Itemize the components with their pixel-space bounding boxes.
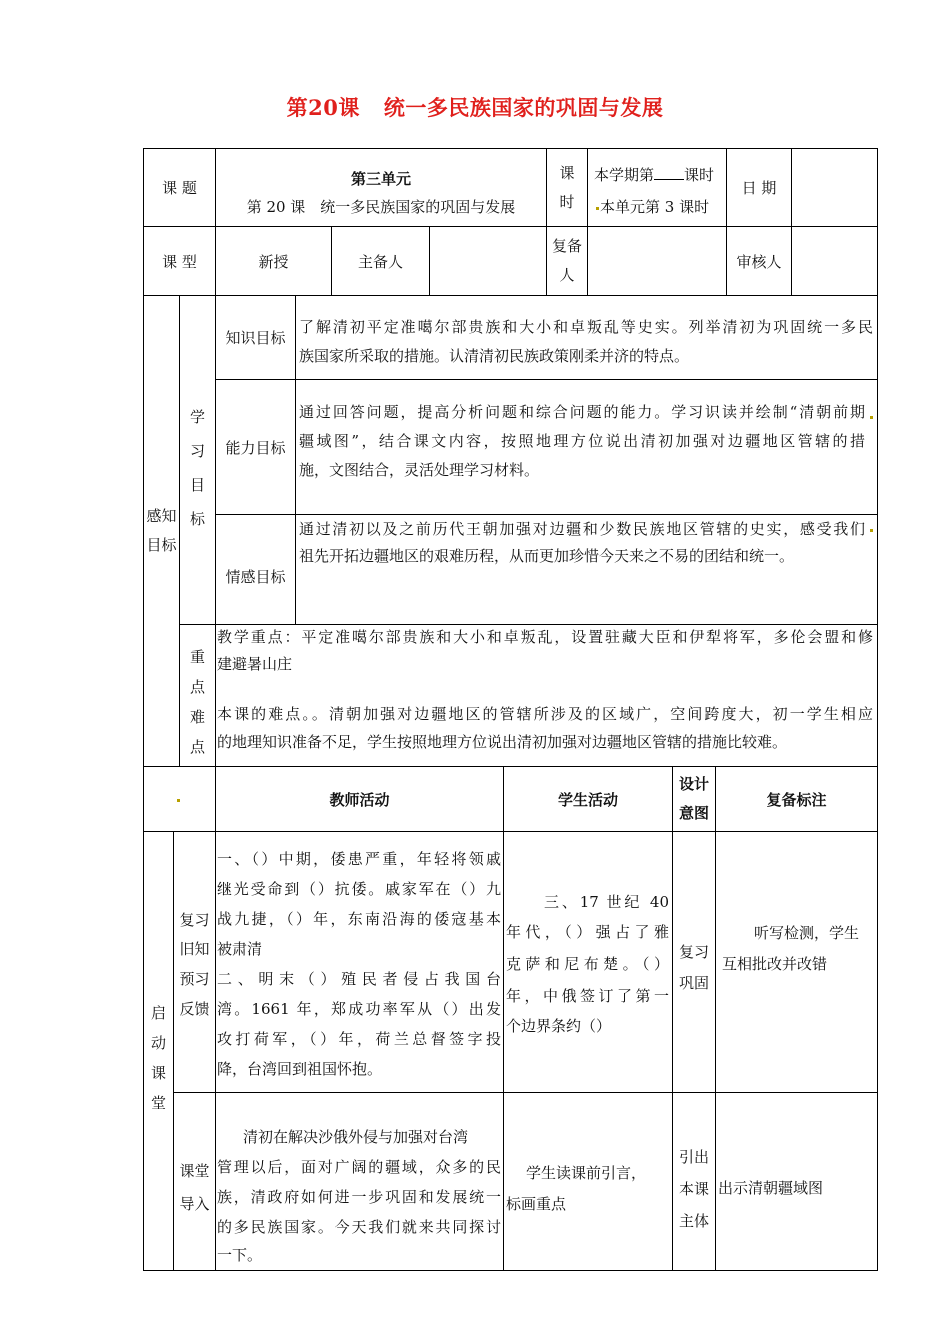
intro-fubei-text: 出示清朝疆域图 <box>718 1179 824 1197</box>
intro-label-1: 课堂 <box>179 1162 210 1180</box>
zhishi-line-1: 了解清初平定准噶尔部贵族和大小和卓叛乱等史实。列举清初为巩固统一多民 <box>299 318 873 336</box>
review-teacher-line: 被肃清 <box>217 940 263 958</box>
intro-teacher-line: 清初在解决沙俄外侵与加强对台湾 <box>243 1128 469 1146</box>
xuexi-char-4: 标 <box>189 510 205 528</box>
nengli-line-2: 疆域图”，结合课文内容，按照地理方位说出清初加强对边疆地区管辖的措 <box>299 432 865 450</box>
intro-student-line: 标画重点 <box>506 1195 567 1213</box>
keti-label: 课 题 <box>162 179 197 197</box>
review-student-line: 年代，（）强占了雅 <box>506 923 669 941</box>
review-student-line: 个边界条约（） <box>506 1017 612 1035</box>
design-label-1: 设计 <box>678 775 709 793</box>
keshi-line-1-a: 本学期第 <box>594 166 655 184</box>
fubei-label-1: 复备 <box>551 237 582 255</box>
review-design-cell <box>672 831 716 1093</box>
intro-teacher-line: 的多民族国家。今天我们就来共同探讨 <box>217 1218 501 1236</box>
review-fubei-line: 互相批改并改错 <box>722 955 828 973</box>
review-design-2: 巩固 <box>678 974 709 992</box>
keshi-line-1 <box>594 161 714 190</box>
blank-underline <box>654 165 684 180</box>
keti-label-cell <box>143 148 216 227</box>
zhubei-value-cell <box>429 226 547 296</box>
review-student-cell <box>503 831 673 1093</box>
nandian-line-2: 的地理知识准备不足，学生按照地理方位说出清初加强对边疆地区管辖的措施比较难。 <box>217 733 788 751</box>
review-label-2: 旧知 <box>179 940 210 958</box>
xuexi-char-3: 目 <box>189 476 205 494</box>
page-title <box>0 92 950 122</box>
zhongdian-char-2: 点 <box>189 678 205 696</box>
keti-value-cell <box>215 148 547 227</box>
teacher-activity-label: 教师活动 <box>329 790 390 809</box>
review-label-1: 复习 <box>179 911 210 929</box>
review-fubei-line: 听写检测，学生 <box>754 924 860 942</box>
startup-char-1: 启 <box>150 1004 166 1022</box>
qinggan-line-1: 通过清初以及之前历代王朝加强对边疆和少数民族地区管辖的史实，感受我们 <box>299 520 865 538</box>
mark-dot <box>177 799 180 802</box>
zhishi-label-cell <box>215 295 296 380</box>
fubei-value-cell <box>587 226 727 296</box>
nengli-line-3: 施，文图结合，灵活处理学习材料。 <box>299 461 540 479</box>
review-teacher-line: 攻打荷军，（）年，荷兰总督签字投 <box>217 1030 501 1048</box>
nengli-label-cell <box>215 379 296 515</box>
qinggan-line-2: 祖先开拓边疆地区的艰难历程，从而更加珍惜今天来之不易的团结和统一。 <box>299 547 795 565</box>
date-label: 日 期 <box>741 179 777 197</box>
qinggan-label-cell <box>215 514 296 625</box>
keshi-line-1-b: 课时 <box>684 166 715 184</box>
review-teacher-line: 二、明末（）殖民者侵占我国台 <box>217 970 501 988</box>
zhongdian-label-cell <box>179 624 216 767</box>
intro-teacher-cell <box>215 1092 504 1271</box>
kexing-label: 课 型 <box>162 252 197 271</box>
design-header <box>672 766 716 832</box>
shenhe-label-cell <box>726 226 792 296</box>
ganzhi-label-2: 目标 <box>146 536 177 554</box>
qinggan-text-cell <box>295 514 878 625</box>
intro-teacher-line: 管理以后，面对广阔的疆域，众多的民 <box>217 1158 501 1176</box>
date-label-cell <box>726 148 792 227</box>
intro-fubei-cell <box>715 1092 878 1271</box>
kexing-value: 新授 <box>258 252 289 271</box>
zhongdian-char-3: 难 <box>189 708 205 726</box>
mark-dot <box>870 529 873 532</box>
review-teacher-line: 战九捷，（）年，东南沿海的倭寇基本 <box>217 910 501 928</box>
intro-label-2: 导入 <box>179 1195 210 1213</box>
title-name: 统一多民族国家的巩固与发展 <box>383 95 664 120</box>
zhishi-line-2: 族国家所采取的措施。认清清初民族政策刚柔并济的特点。 <box>299 347 690 365</box>
startup-char-4: 堂 <box>150 1094 166 1112</box>
qinggan-label: 情感目标 <box>225 568 286 586</box>
review-fubei-cell <box>715 831 878 1093</box>
shenhe-label: 审核人 <box>736 252 782 271</box>
shenhe-value-cell <box>791 226 878 296</box>
review-design-1: 复习 <box>678 943 709 961</box>
startup-char-3: 课 <box>150 1064 166 1082</box>
ganzhi-label-1: 感知 <box>146 507 177 525</box>
keshi-label-2: 时 <box>559 192 575 211</box>
keshi-line-2: 本单元第 3 课时 <box>600 198 710 216</box>
title-lesson: 第20课 <box>286 95 360 120</box>
startup-char-2: 动 <box>150 1034 166 1052</box>
xuexi-label-cell <box>179 295 216 625</box>
review-label-3: 预习 <box>179 970 210 988</box>
review-student-line: 克萨和尼布楚。（） <box>506 955 669 973</box>
intro-design-1: 引出 <box>678 1148 709 1166</box>
review-label-4: 反馈 <box>179 1000 210 1018</box>
zhongdian-line-1: 教学重点：平定准噶尔部贵族和大小和卓叛乱，设置驻藏大臣和伊犁将军，多伦会盟和修 <box>217 628 873 646</box>
mark-dot <box>596 207 599 210</box>
startup-label-cell <box>143 831 174 1271</box>
review-teacher-line: 降，台湾回到祖国怀抱。 <box>217 1060 383 1078</box>
zhongdian-char-4: 点 <box>189 738 205 756</box>
intro-label-cell <box>173 1092 216 1271</box>
design-label-2: 意图 <box>678 804 709 822</box>
nengli-label: 能力目标 <box>225 438 286 457</box>
xuexi-char-1: 学 <box>189 408 205 426</box>
nengli-line-1: 通过回答问题，提高分析问题和综合问题的能力。学习识读并绘制“清朝前期 <box>299 403 865 421</box>
zhishi-text-cell <box>295 295 878 380</box>
lesson-full-title: 第 20 课 统一多民族国家的巩固与发展 <box>246 198 516 216</box>
review-teacher-line: 继光受命到（）抗倭。戚家军在（）九 <box>217 880 501 898</box>
intro-design-cell <box>672 1092 716 1271</box>
nandian-line-1: 本课的难点。。清朝加强对边疆地区的管辖所涉及的区域广，空间跨度大，初一学生相应 <box>217 705 873 723</box>
student-activity-label: 学生活动 <box>557 790 618 809</box>
nengli-text-cell <box>295 379 878 515</box>
intro-student-cell <box>503 1092 673 1271</box>
teacher-activity-header <box>215 766 504 832</box>
intro-teacher-line: 族，清政府如何进一步巩固和发展统一 <box>217 1188 501 1206</box>
review-label-cell <box>173 831 216 1093</box>
review-student-line: 三、17 世纪 40 <box>544 893 669 911</box>
zhubei-label: 主备人 <box>357 252 403 271</box>
zhongdian-text-cell <box>215 624 878 767</box>
zhongdian-line-2: 建避暑山庄 <box>217 655 293 673</box>
review-student-line: 年，中俄签订了第一 <box>506 987 669 1005</box>
fubei-label-cell <box>546 226 588 296</box>
fubei-note-label: 复备标注 <box>766 790 827 809</box>
zhubei-label-cell <box>331 226 430 296</box>
kexing-value-cell <box>215 226 332 296</box>
fubei-note-header <box>715 766 878 832</box>
student-activity-header <box>503 766 673 832</box>
keshi-label-cell <box>546 148 588 227</box>
date-value-cell <box>791 148 878 227</box>
xuexi-char-2: 习 <box>189 442 205 460</box>
review-teacher-line: 一、（）中期，倭患严重，年轻将领戚 <box>217 850 501 868</box>
intro-student-line: 学生读课前引言， <box>526 1164 647 1182</box>
unit-title: 第三单元 <box>350 170 411 188</box>
review-teacher-cell <box>215 831 504 1093</box>
ganzhi-label-cell <box>143 295 180 767</box>
keshi-value-cell <box>587 148 727 227</box>
kexing-label-cell <box>143 226 216 296</box>
intro-design-3: 主体 <box>678 1212 709 1230</box>
mark-dot <box>870 416 873 419</box>
zhongdian-char-1: 重 <box>189 648 205 666</box>
intro-teacher-line: 一下。 <box>217 1246 263 1264</box>
keshi-label-1: 课 <box>559 163 575 182</box>
intro-design-2: 本课 <box>678 1180 709 1198</box>
zhishi-label: 知识目标 <box>225 329 286 347</box>
activity-header-blank-cell <box>143 766 216 832</box>
review-teacher-line: 湾。1661 年，郑成功率军从（）出发 <box>217 1000 501 1018</box>
fubei-label-2: 人 <box>559 266 575 284</box>
